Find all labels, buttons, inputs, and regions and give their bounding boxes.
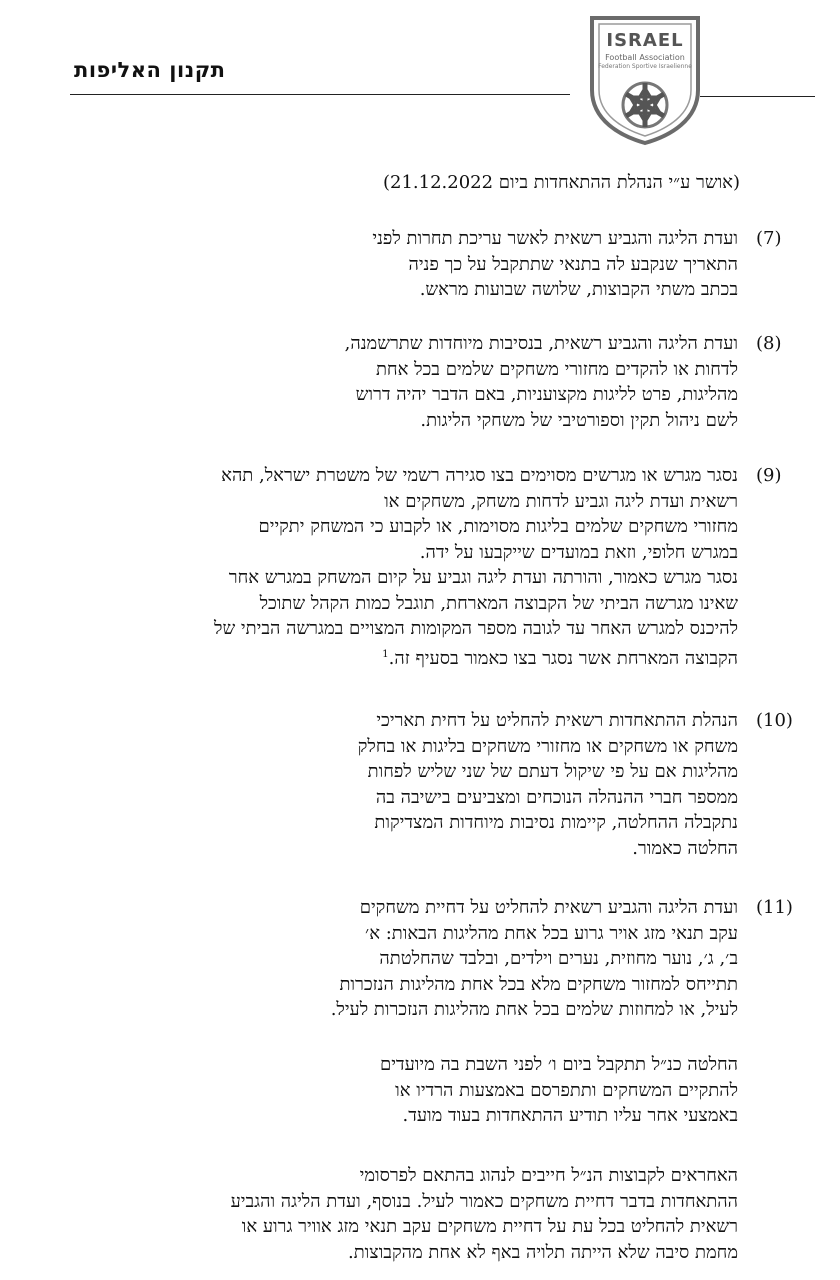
- paragraph-line: מחמת סיבה שלא הייתה תלויה באף לא אחת מהקבוצות.: [347, 1241, 738, 1263]
- footnote-mark: 1: [382, 648, 389, 660]
- clause-line: לשם ניהול תקין וספורטיבי של משחקי הליגות.: [420, 409, 738, 431]
- clause-line: [214, 642, 738, 672]
- clause-8: [344, 331, 782, 433]
- clause-line: לדחות או להקדים מחזורי משחקים שלמים בכל אחת: [375, 358, 738, 380]
- clause-11: [330, 895, 793, 1023]
- logo-small-text: Federation Sportive Israelienne: [598, 63, 692, 70]
- clause-line: מהליגות, פרט לליגות מקצועניות, באם הדבר יהיה דרוש: [355, 384, 738, 405]
- logo-title: ISRAEL: [606, 30, 684, 51]
- clause-line-text: הקבוצה המארחת אשר נסגר בצו כאמור בסעיף זה.: [388, 647, 738, 669]
- clause-7: [372, 226, 782, 303]
- clause-line: בכתב משתי הקבוצות, שלושה שבועות מראש.: [419, 279, 738, 300]
- paragraph-responsibility: [231, 1163, 738, 1265]
- clause-number: (7): [756, 228, 782, 249]
- logo-subtitle: Football Association: [605, 53, 685, 62]
- paragraph-line: באמצעי אחר עליו תודיע ההתאחדות בעוד מועד.: [402, 1105, 738, 1126]
- clause-number: (10): [756, 710, 793, 731]
- clause-line: עקב תנאי מזג אויר גרוע בכל אחת מהליגות הבאות: א׳: [365, 922, 738, 944]
- clause-line: לעיל, או למחוזות שלמים בכל אחת מהליגות הנזכרות לעיל.: [330, 999, 738, 1020]
- clause-line: ב׳, ג׳, נוער מחוזית, נערים וילדים, ובלבד שהחלטתה: [379, 948, 738, 969]
- clause-line: נסגר מגרש כאמור, והורתה ועדת ליגה וגביע על קיום המשחק במגרש אחר: [228, 567, 738, 588]
- approval-note: (אושר ע״י הנהלת ההתאחדות ביום 21.12.2022): [382, 172, 740, 193]
- clause-line: משחק או משחקים או מחזורי משחקים בליגות או בחלק: [357, 735, 738, 757]
- clause-number: (9): [756, 465, 782, 486]
- clause-number: (11): [756, 897, 793, 918]
- clause-line: להיכנס למגרש האחר עד לגובה מספר המקומות המצויים במגרשה הביתי של: [214, 618, 738, 639]
- clause-line: נסגר מגרש או מגרשים מסוימים בצו סגירה רשמי של משטרת ישראל, תהא: [221, 465, 738, 486]
- clause-line: רשאית ועדת ליגה וגביע לדחות משחק, משחקים או: [384, 490, 738, 512]
- clause-line: במגרש חלופי, וזאת במועדים שייקבעו על ידה.: [419, 541, 738, 563]
- header-rule-right: [700, 96, 815, 97]
- clause-line: החלטה כאמור.: [632, 837, 738, 859]
- clause-number: (8): [756, 333, 782, 354]
- clause-line: התאריך שנקבע לה בתנאי שתתקבל על כך פניה: [408, 253, 738, 275]
- clause-line: תתייחס למחזור משחקים מלא בכל אחת מהליגות הנזכרות: [339, 973, 738, 995]
- clause-9: [214, 463, 782, 671]
- paragraph-publication: [380, 1052, 738, 1129]
- paragraph-line: ההתאחדות בדבר דחיית משחקים כאמור לעיל. בנוסף, ועדת הליגה והגביע: [230, 1190, 738, 1212]
- clause-line: ועדת הליגה והגביע רשאית לאשר עריכת תחרות לפני: [372, 228, 738, 249]
- association-logo: [584, 12, 706, 146]
- paragraph-line: האחראים לקבוצות הנ״ל חייבים לנהוג בהתאם לפרסומי: [359, 1165, 738, 1186]
- paragraph-line: להתקיים המשחקים ותתפרסם באמצעות הרדיו או: [395, 1079, 738, 1101]
- clause-line: מחזורי משחקים שלמים בליגות מסוימות, או לקבוע כי המשחק יתקיים: [258, 516, 738, 537]
- clause-line: שאינו מגרשה הביתי של הקבוצה המארחת, תוגבל כמות הקהל שתוכל: [259, 592, 738, 614]
- clause-line: ועדת הליגה והגביע רשאית, בנסיבות מיוחדות שתרשמנה,: [344, 333, 738, 354]
- clause-10: [357, 708, 793, 861]
- clause-line: נתקבלה ההחלטה, קיימות נסיבות מיוחדות המצדיקות: [374, 812, 738, 833]
- paragraph-line: רשאית להחליט בכל עת על דחיית משחקים עקב תנאי מזג אוויר גרוע או: [241, 1216, 738, 1237]
- clause-line: ועדת הליגה והגביע רשאית להחליט על דחיית משחקים: [359, 897, 738, 918]
- clause-line: הנהלת ההתאחדות רשאית להחליט על דחית תאריכי: [376, 710, 738, 731]
- header-rule-left: [70, 94, 570, 95]
- clause-line: מהליגות אם על פי שיקול דעתם של שני שליש לפחות: [367, 761, 738, 782]
- document-title: תקנון האליפות: [74, 58, 226, 82]
- paragraph-line: החלטה כנ״ל תתקבל ביום ו׳ לפני השבת בה מיועדים: [379, 1054, 738, 1075]
- clause-line: ממספר חברי ההנהלה הנוכחים ומצביעים בישיבה בה: [375, 786, 738, 808]
